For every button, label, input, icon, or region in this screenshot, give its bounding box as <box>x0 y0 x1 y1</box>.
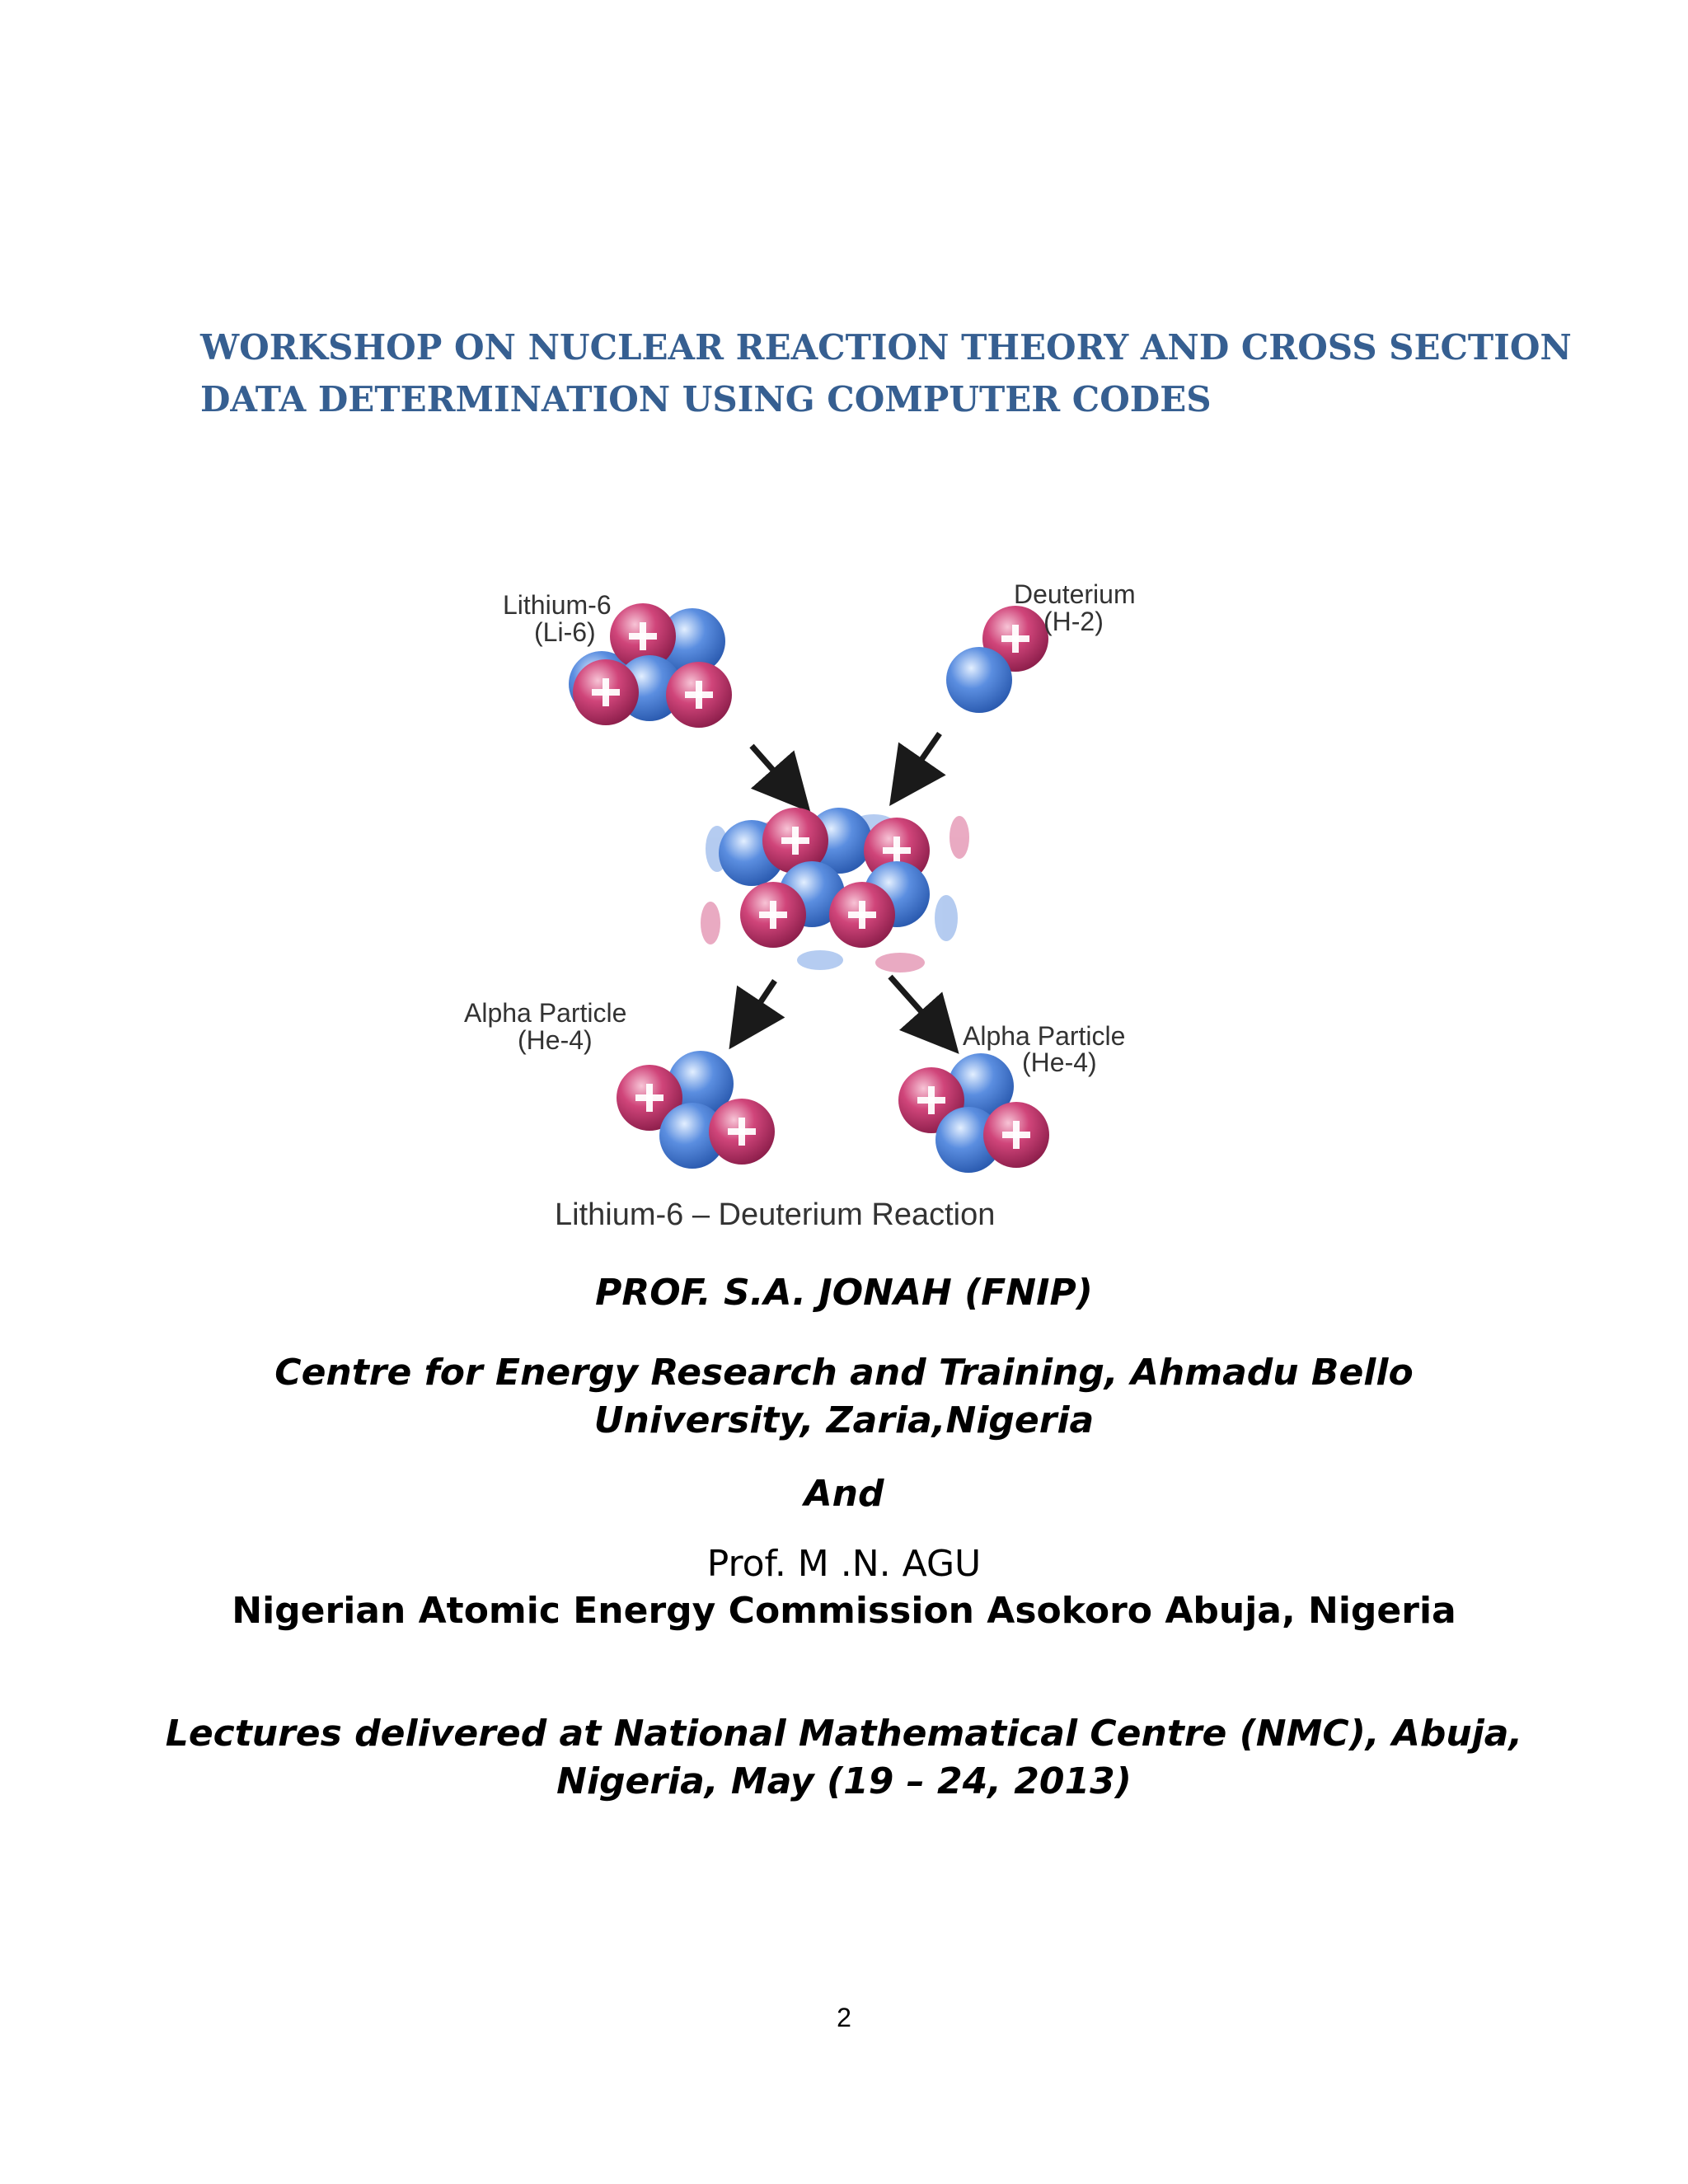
arrow-lithium-in <box>752 746 795 795</box>
author-2: Prof. M .N. AGU <box>706 1543 982 1585</box>
arrow-deuterium-in <box>903 733 940 787</box>
title-line-2: DATA DETERMINATION USING COMPUTER CODES <box>200 379 1212 419</box>
document-title <box>200 321 1572 425</box>
label-lithium-6-symbol: (Li-6) <box>534 617 596 647</box>
author-1: PROF. S.A. JONAH (FNIP) <box>595 1272 1093 1314</box>
alpha-particle-left <box>617 1051 775 1169</box>
label-deuterium-symbol: (H-2) <box>1043 607 1104 636</box>
conjunction-and: And <box>804 1473 884 1515</box>
deuterium-nucleus <box>946 606 1048 713</box>
label-lithium-6: Lithium-6 <box>503 590 612 620</box>
label-alpha-right-symbol: (He-4) <box>1022 1047 1097 1077</box>
lectures-note <box>0 1710 1688 1806</box>
arrow-alpha-left-out <box>742 981 775 1030</box>
label-alpha-left: Alpha Particle <box>464 998 627 1028</box>
reaction-diagram <box>445 569 1236 1253</box>
title-line-1: WORKSHOP ON NUCLEAR REACTION THEORY AND CROSS SECTION <box>200 327 1572 368</box>
lectures-line-1: Lectures delivered at National Mathematical Centre (NMC), Abuja, <box>165 1713 1523 1755</box>
label-alpha-right: Alpha Particle <box>963 1021 1126 1051</box>
affiliation-1-line-1: Centre for Energy Research and Training, Ahmadu Bello <box>274 1352 1414 1394</box>
lectures-line-2: Nigeria, May (19 – 24, 2013) <box>556 1760 1132 1802</box>
page-number: 2 <box>837 2003 851 2032</box>
figure-caption: Lithium-6 – Deuterium Reaction <box>555 1197 996 1232</box>
affiliation-2: Nigerian Atomic Energy Commission Asokoro Abuja, Nigeria <box>232 1590 1456 1632</box>
affiliation-1 <box>0 1349 1688 1445</box>
label-deuterium: Deuterium <box>1014 579 1136 609</box>
arrow-alpha-right-out <box>890 977 944 1037</box>
label-alpha-left-symbol: (He-4) <box>518 1025 593 1055</box>
compound-nucleus <box>701 808 969 972</box>
affiliation-1-line-2: University, Zaria,Nigeria <box>593 1399 1095 1441</box>
